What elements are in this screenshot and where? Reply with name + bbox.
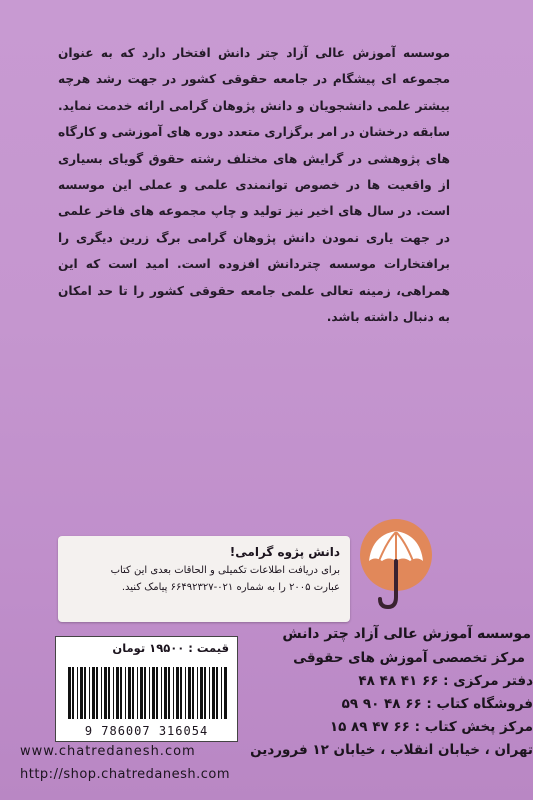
contact-number: ۶۶ ۴۱ ۴۸ ۴۸ (358, 673, 439, 689)
umbrella-logo-icon (355, 515, 437, 613)
contact-distribution (243, 716, 533, 739)
contact-number: ۶۶ ۴۸ ۹۰ ۵۹ (341, 696, 422, 712)
price-barcode-box (55, 636, 238, 742)
website-url[interactable]: www.chatredanesh.com (20, 744, 196, 759)
publisher-subtitle: مرکز تخصصی آموزش های حقوقی (293, 650, 525, 666)
publisher-name: موسسه آموزش عالی آزاد چتر دانش (282, 626, 531, 642)
note-title: دانش پژوه گرامی! (229, 545, 340, 559)
contact-label: فروشگاه کتاب : (426, 696, 533, 712)
isbn-number: 9 786007 316054 (84, 724, 209, 738)
barcode-icon (66, 667, 229, 719)
sms-info-box (58, 536, 350, 622)
shop-url[interactable]: http://shop.chatredanesh.com (20, 767, 231, 782)
publisher-address: تهران ، خیابان انقلاب ، خیابان ۱۲ فروردین (250, 742, 533, 758)
contact-central-office (243, 670, 533, 693)
description-paragraph: موسسه آموزش عالی آزاد چتر دانش افتخار دارد که به عنوان مجموعه ای پیشگام در جامعه حقوقی کشور در جهت رشد هرچه بیشتر علمی دانشجویان و دانش پژوهان گرامی ارائه خدمت نماید. سابقه درخشان در امر برگزاری متعدد دوره های آموزشی و کارگاه های پژوهشی در گرایش های مختلف رشته حقوق گویای بسیاری از واقعیت ها در خصوص توانمندی علمی و عملی این موسسه است. در سال های اخیر نیز تولید و چاپ مجموعه های فاخر علمی در جهت یاری نمودن دانش پژوهان گرامی برگ زرین دیگری را برافتخارات موسسه چتردانش افزوده است. امید است که این همراهی، زمینه تعالی علمی جامعه حقوقی کشور را تا حد امکان به دنبال داشته باشد. (58, 46, 450, 325)
contact-label: مرکز پخش کتاب : (414, 719, 533, 735)
contact-label: دفتر مرکزی : (443, 673, 533, 689)
publisher-block (243, 622, 533, 762)
note-line-1: برای دریافت اطلاعات تکمیلی و الحاقات بعدی این کتاب (110, 565, 340, 576)
description-text-block (58, 40, 450, 330)
price-label: قیمت : ۱۹۵۰۰ تومان (112, 641, 229, 655)
contact-bookstore (243, 693, 533, 716)
note-line-2: عبارت ۲۰۰۵ را به شماره ۰۲۱-۶۶۴۹۲۳۲۷ پیامک کنید. (121, 582, 340, 593)
contact-number: ۶۶ ۴۷ ۸۹ ۱۵ (329, 719, 410, 735)
